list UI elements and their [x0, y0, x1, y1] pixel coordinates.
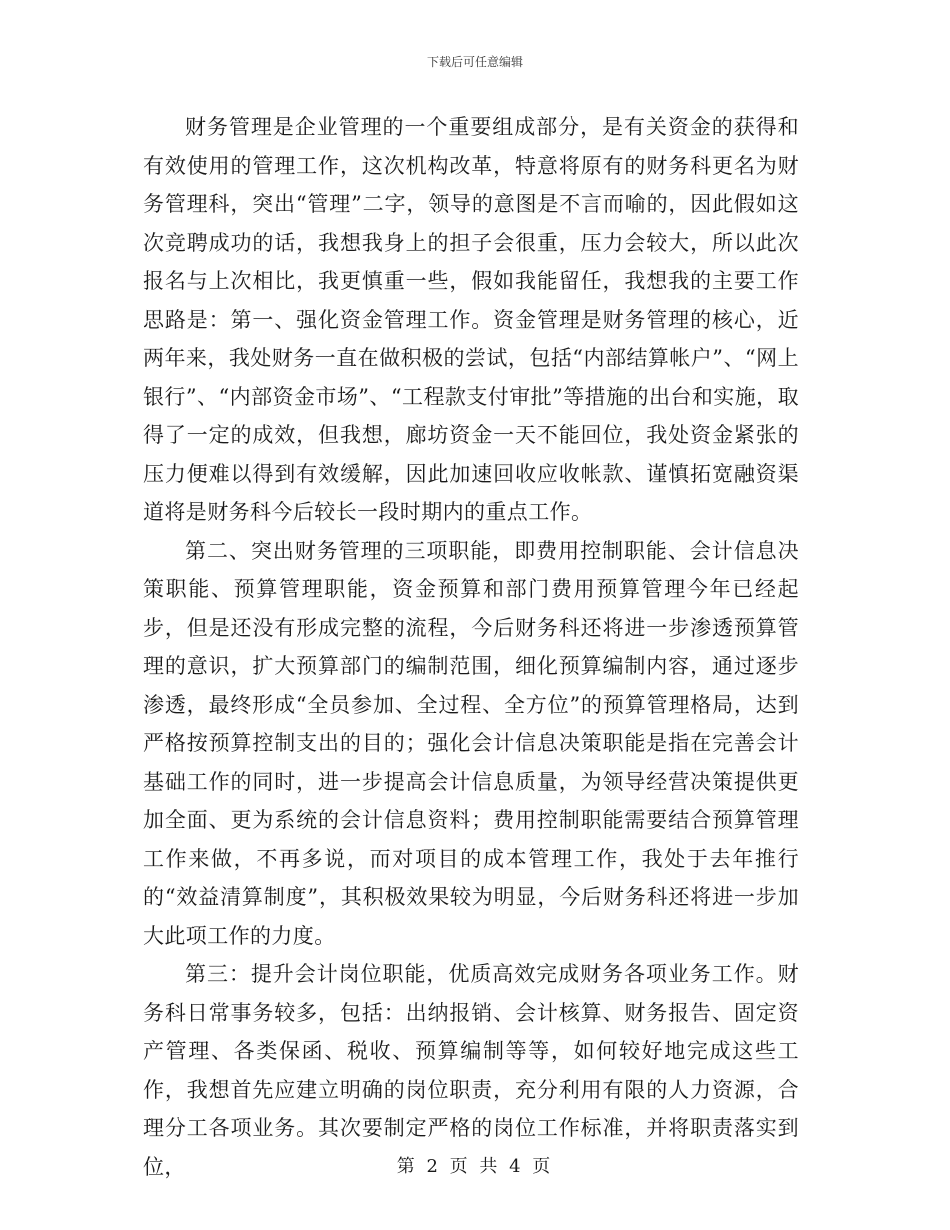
paragraph-3: 第三：提升会计岗位职能，优质高效完成财务各项业务工作。财务科日常事务较多，包括：出纳报销、会计核算、财务报告、固定资产管理、各类保函、税收、预算编制等等，如何较好地完成这些工作，我想首先应建立明确的岗位职责，充分利用有限的人力资源，合理分工各项业务。其次要制定严格的岗位工作标准，并将职责落实到位， [143, 962, 799, 1179]
header-note: 下载后可任意编辑 [426, 55, 523, 69]
page-number: 第 2 页 共 4 页 [396, 1156, 554, 1177]
paragraph-1: 财务管理是企业管理的一个重要组成部分，是有关资金的获得和有效使用的管理工作，这次机构改革，特意将原有的财务科更名为财务管理科，突出“管理”二字，领导的意图是不言而喻的，因此假如这次竞聘成功的话，我想我身上的担子会很重，压力会较大，所以此次报名与上次相比，我更慎重一些，假如我能留任，我想我的主要工作思路是：第一、强化资金管理工作。资金管理是财务管理的核心，近两年来，我处财务一直在做积极的尝试，包括“内部结算帐户”、“网上银行”、“内部资金市场”、“工程款支付审批”等措施的出台和实施，取得了一定的成效，但我想，廊坊资金一天不能回位，我处资金紧张的压力便难以得到有效缓解，因此加速回收应收帐款、谨慎拓宽融资渠道将是财务科今后较长一段时期内的重点工作。 [143, 115, 799, 524]
document-body [143, 108, 799, 1186]
paragraph-2: 第二、突出财务管理的三项职能，即费用控制职能、会计信息决策职能、预算管理职能，资金预算和部门费用预算管理今年已经起步，但是还没有形成完整的流程，今后财务科还将进一步渗透预算管理的意识，扩大预算部门的编制范围，细化预算编制内容，通过逐步渗透，最终形成“全员参加、全过程、全方位”的预算管理格局，达到严格按预算控制支出的目的；强化会计信息决策职能是指在完善会计基础工作的同时，进一步提高会计信息质量，为领导经营决策提供更加全面、更为系统的会计信息资料；费用控制职能需要结合预算管理工作来做，不再多说，而对项目的成本管理工作，我处于去年推行的“效益清算制度”，其积极效果较为明显，今后财务科还将进一步加大此项工作的力度。 [143, 538, 799, 948]
